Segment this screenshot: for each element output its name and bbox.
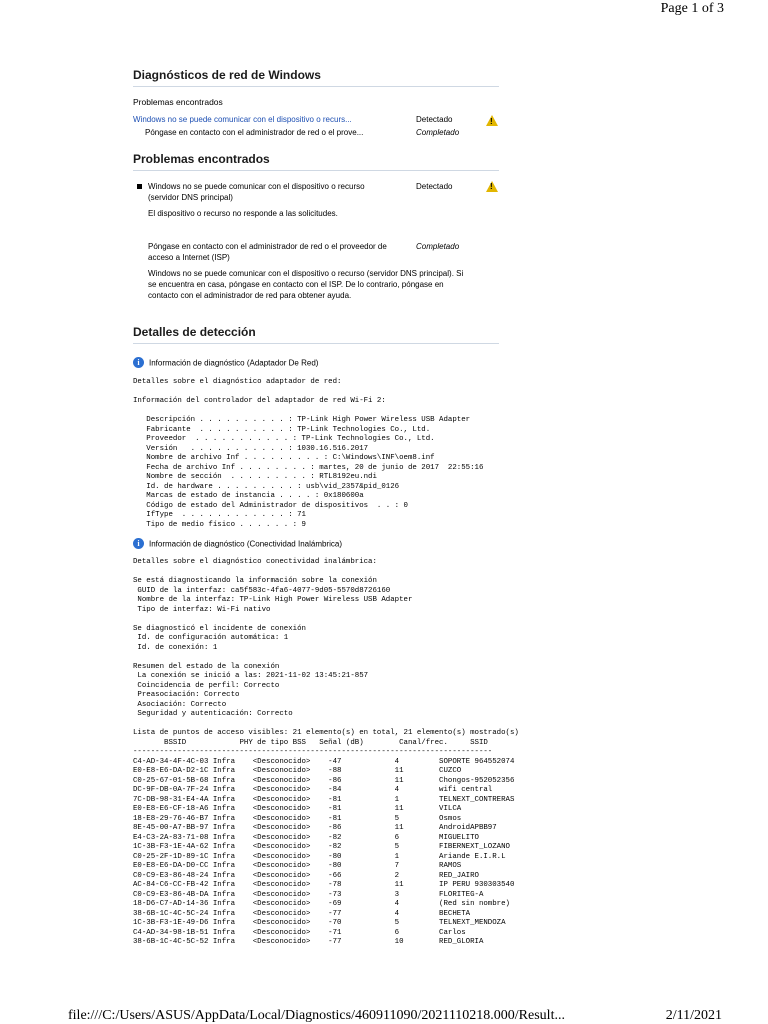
summary-row-status: Completado xyxy=(416,128,460,137)
adapter-details: Detalles sobre el diagnóstico adaptador de red: Información del controlador del adaptador de red Wi-Fi 2: Descripción . . . . . . . . . . : TP-Link High Power Wireless USB Adapter Fabricante . . . . . . . . . . : TP-Link Technologies Co., Ltd. Proveedor . . . . . . . . . . . : TP-Link Technologies Co., Ltd. Versión . . . . . . . . . . . : 1030.16.516.2017 Nombre de archivo Inf . . . . . . . . . : C:\Windows\INF\oem8.inf Fecha de archivo Inf . . . . . . . . : martes, 20 de junio de 2017 22:55:16 Nombre de sección . . . . . . . . . : RTL8192eu.ndi Id. de hardware . . . . . . . . . : usb\vid_2357&pid_0126 Marcas de estado de instancia . . . . : 0x180600a Código de estado del Administrador de dispositivos . . : 0 IfType . . . . . . . . . . . . : 71 Tipo de medio físico . . . . . . : 9 xyxy=(133,378,484,529)
summary-row[interactable] xyxy=(133,127,633,140)
summary-row-text[interactable]: Póngase en contacto con el administrador de red o el prove... xyxy=(145,128,364,137)
print-date: 2/11/2021 xyxy=(665,1008,722,1023)
section-label: Información de diagnóstico (Conectividad Inalámbrica) xyxy=(149,539,342,549)
solution-detail: Windows no se puede comunicar con el dispositivo o recurso (servidor DNS principal). Si se encuentra en casa, póngase en contacto con el ISP. De lo contrario, póngase en contacto con el administrador de red para obtener ayuda. xyxy=(148,269,464,300)
warning-icon xyxy=(486,181,498,192)
wireless-details: Detalles sobre el diagnóstico conectividad inalámbrica: Se está diagnosticando la información sobre la conexión GUID de la interfaz: ca5f583c-4fa6-4077-9d05-5570d8726160 Nombre de la interfaz: TP-Link High Power Wireless USB Adapter Tipo de interfaz: Wi-Fi nativo Se diagnosticó el incidente de conexión Id. de configuración automática: 1 Id. de conexión: 1 Resumen del estado de la conexión La conexión se inició a las: 2021-11-02 13:45:21-857 Coincidencia de perfil: Correcto Preasociación: Correcto Asociación: Correcto Seguridad y autenticación: Correcto Lista de puntos de acceso visibles: 21 elemento(s) en total, 21 elemento(s) mostrado(s) BSSID PHY de tipo BSS Señal (dB) Canal/frec. SSID --------------------------------------------------------------------------------- C4-AD-34-4F-4C-03 Infra <Desconocido> -47 4 SOPORTE 964552074 E0-E8-E6-DA-D2-1C Infra <Desconocido> -88 11 CUZCO C0-25-67-01-5B-68 Infra <Desconocido> -86 11 Chongos-952052356 DC-9F-DB-0A-7F-24 Infra <Desconocido> -84 4 wifi central 7C-DB-98-31-E4-4A Infra <Desconocido> -81 1 TELNEXT_CONTRERAS E0-E8-E6-CF-18-A6 Infra <Desconocido> -81 11 VILCA 18-E8-29-76-46-B7 Infra <Desconocido> -81 5 Osmos 8E-45-00-A7-BB-97 Infra <Desconocido> -86 11 AndroidAPBB97 E4-C3-2A-83-71-08 Infra <Desconocido> -82 6 MIGUELITO 1C-3B-F3-1E-4A-62 Infra <Desconocido> -82 5 FIBERNEXT_LOZANO C0-25-2F-1D-89-1C Infra <Desconocido> -80 1 Ariande E.I.R.L E0-E8-E6-DA-D0-CC Infra <Desconocido> -80 7 RAMOS C0-C9-E3-86-48-24 Infra <Desconocido> -66 2 RED_JAIRO AC-84-C6-CC-FB-42 Infra <Desconocido> -78 11 IP PERU 930303540 C0-C9-E3-86-4B-DA Infra <Desconocido> -73 3 FLORITEG-A 18-D6-C7-AD-14-36 Infra <Desconocido> -69 4 (Red sin nombre) 38-6B-1C-4C-5C-24 Infra <Desconocido> -77 4 BECHETA 1C-3B-F3-1E-49-D6 Infra <Desconocido> -70 5 TELNEXT_MENDOZA C4-AD-34-98-1B-51 Infra <Desconocido> -71 6 Carlos 38-6B-1C-4C-5C-52 Infra <Desconocido> -77 10 RED_GLORIA xyxy=(133,558,519,946)
problem-status: Detectado xyxy=(416,182,453,191)
diagnostic-section-wireless xyxy=(133,535,633,553)
problems-heading: Problemas encontrados xyxy=(133,152,499,171)
details-heading: Detalles de detección xyxy=(133,325,499,344)
problem-detail: El dispositivo o recurso no responde a las solicitudes. xyxy=(148,209,338,218)
solution-item xyxy=(133,241,633,321)
file-path: file:///C:/Users/ASUS/AppData/Local/Diagnostics/460911090/2021110218.000/Result... xyxy=(68,1008,565,1023)
page-number: Page 1 of 3 xyxy=(660,1,724,16)
problem-text: Windows no se puede comunicar con el dispositivo o recurso (servidor DNS principal) xyxy=(148,182,365,202)
solution-status: Completado xyxy=(416,242,460,251)
section-label: Información de diagnóstico (Adaptador De Red) xyxy=(149,358,319,368)
bullet-icon xyxy=(137,184,142,189)
problem-item xyxy=(133,181,633,241)
summary-row-status: Detectado xyxy=(416,115,453,124)
warning-icon xyxy=(486,115,498,126)
solution-text: Póngase en contacto con el administrador de red o el proveedor de acceso a Internet (ISP) xyxy=(148,242,387,262)
info-icon: i xyxy=(133,538,144,549)
summary-row-text[interactable]: Windows no se puede comunicar con el dispositivo o recurs... xyxy=(133,115,352,124)
diagnostic-section-adapter xyxy=(133,354,633,372)
report-title: Diagnósticos de red de Windows xyxy=(133,68,499,87)
report-content xyxy=(133,68,633,948)
info-icon: i xyxy=(133,357,144,368)
summary-row[interactable] xyxy=(133,114,633,127)
summary-subtitle: Problemas encontrados xyxy=(133,97,223,107)
